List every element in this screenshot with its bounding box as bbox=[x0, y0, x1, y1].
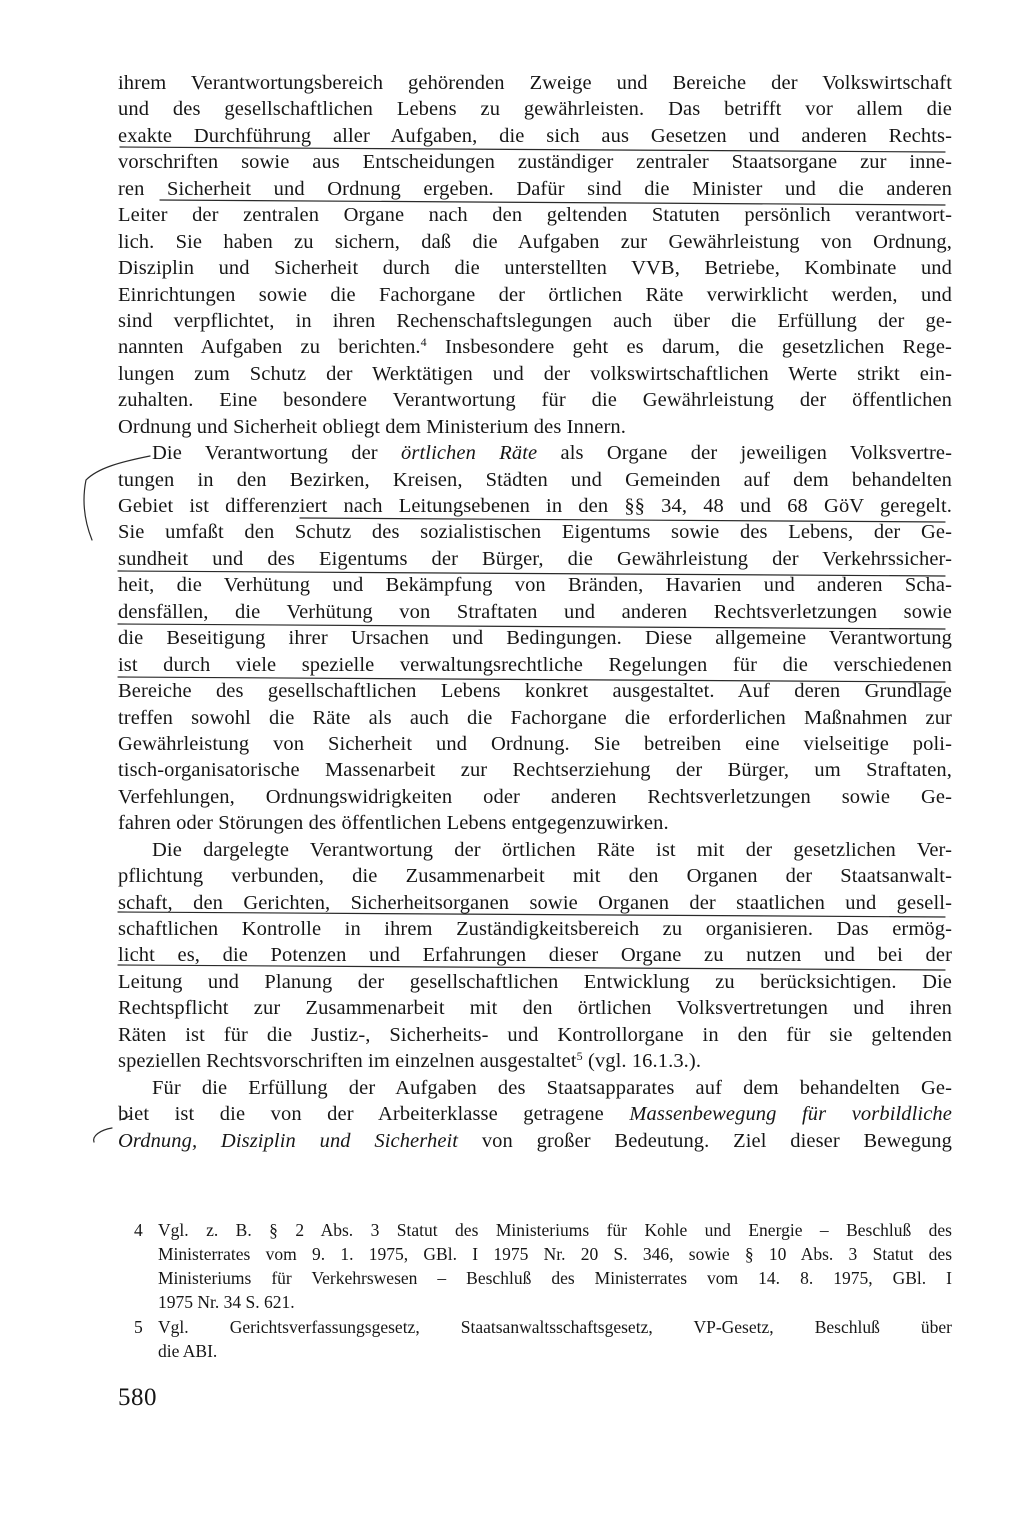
text-line: Sie umfaßt den Schutz des sozialistischen Eigentums sowie des Lebens, der Ge- bbox=[118, 521, 952, 544]
text-segment: (vgl. 16.1.3.). bbox=[582, 1050, 702, 1073]
text-line: fahren oder Störungen des öffentlichen Lebens entgegenzuwirken. bbox=[118, 812, 669, 835]
paragraph-1 bbox=[118, 70, 952, 440]
paragraph-3 bbox=[118, 837, 952, 1075]
emphasis: örtlichen Räte bbox=[401, 442, 538, 465]
text-line: lungen zum Schutz der Werktätigen und der volkswirtschaftlichen Werte strikt ein- bbox=[118, 362, 952, 385]
text-line: ren Sicherheit und Ordnung ergeben. Dafür sind die Minister und die anderen bbox=[118, 177, 952, 200]
text-line: Für die Erfüllung der Aufgaben des Staatsapparates auf dem behandelten Ge- bbox=[152, 1076, 952, 1099]
text-line: schaft, den Gerichten, Sicherheitsorganen sowie Organen der staatlichen und gesell- bbox=[118, 891, 952, 914]
text-line: densfällen, die Verhütung von Straftaten und anderen Rechtsverletzungen sowie bbox=[118, 600, 952, 623]
footnote-number: 4 bbox=[134, 1220, 143, 1240]
body-text bbox=[118, 70, 952, 1154]
footnote-line: Vgl. Gerichtsverfassungsgesetz, Staatsanwaltsschaftsgesetz, VP-Gesetz, Beschluß über bbox=[158, 1317, 952, 1337]
margin-check-mark bbox=[94, 1128, 112, 1142]
text-line: Verfehlungen, Ordnungswidrigkeiten oder anderen Rechtsverletzungen sowie Ge- bbox=[118, 785, 952, 808]
text-line: Bereiche des gesellschaftlichen Lebens konkret ausgestaltet. Auf deren Grundlage bbox=[118, 680, 952, 703]
footnote-ref-5: 5 bbox=[576, 1049, 583, 1064]
text-line bbox=[118, 1101, 952, 1127]
text-line bbox=[118, 1048, 952, 1074]
text-line: und des gesellschaftlichen Lebens zu gewährleisten. Das betrifft vor allem die bbox=[118, 98, 952, 121]
text-line: ihrem Verantwortungsbereich gehörenden Zweige und Bereiche der Volkswirtschaft bbox=[118, 72, 952, 94]
text-line: Gewährleistung von Sicherheit und Ordnung. Sie betreiben eine vielseitige poli- bbox=[118, 732, 952, 755]
text-line bbox=[118, 334, 952, 360]
text-line: sind verpflichtet, in ihren Rechenschaftslegungen auch über die Erfüllung der ge- bbox=[118, 309, 952, 332]
text-line: heit, die Verhütung und Bekämpfung von Bränden, Havarien und anderen Scha- bbox=[118, 574, 952, 597]
text-line: Disziplin und Sicherheit durch die unterstellten VVB, Betriebe, Kombinate und bbox=[118, 257, 952, 280]
text-segment: Die Verantwortung der bbox=[152, 442, 402, 465]
footnote-line: Ministerrates vom 9. 1. 1975, GBl. I 1975 Nr. 20 S. 346, sowie § 10 Abs. 3 Statut des bbox=[158, 1244, 952, 1264]
text-segment: Insbesondere geht es darum, die gesetzlichen Rege- bbox=[426, 336, 952, 359]
text-line: die Beseitigung ihrer Ursachen und Bedingungen. Diese allgemeine Verantwortung bbox=[118, 627, 952, 650]
text-segment: als Organe der jeweiligen Volksvertre- bbox=[537, 442, 953, 465]
text-line bbox=[118, 440, 952, 466]
footnote-4 bbox=[118, 1218, 952, 1314]
text-line: ist durch viele spezielle verwaltungsrechtliche Regelungen für die verschiedenen bbox=[118, 653, 952, 676]
footnote-line: 1975 Nr. 34 S. 621. bbox=[158, 1292, 295, 1312]
paragraph-4 bbox=[118, 1075, 952, 1154]
footnote-line: die ABI. bbox=[158, 1341, 218, 1361]
text-line: Einrichtungen sowie die Fachorgane der örtlichen Räte verwirklicht werden, und bbox=[118, 283, 952, 306]
text-segment: von großer Bedeutung. Ziel dieser Bewegung bbox=[458, 1129, 952, 1152]
footnote-number: 5 bbox=[134, 1317, 143, 1337]
text-line: Leitung und Planung der gesellschaftlichen Entwicklung zu berücksichtigen. Die bbox=[118, 970, 952, 993]
text-line: Räten ist für die Justiz-, Sicherheits- und Kontrollorgane in den für sie geltenden bbox=[118, 1023, 952, 1046]
text-line: sundheit und des Eigentums der Bürger, die Gewährleistung der Verkehrssicher- bbox=[118, 547, 952, 570]
footnote-5 bbox=[118, 1315, 952, 1363]
text-line: tungen in den Bezirken, Kreisen, Städten und Gemeinden auf dem behandelten bbox=[118, 468, 952, 491]
text-line: exakte Durchführung aller Aufgaben, die sich aus Gesetzen und anderen Rechts- bbox=[118, 124, 952, 147]
footnote-line: Ministeriums für Verkehrswesen – Beschluß des Ministerrates vom 14. 8. 1975, GBl. I bbox=[158, 1268, 952, 1288]
text-line: lich. Sie haben zu sichern, daß die Aufgaben zur Gewährleistung von Ordnung, bbox=[118, 230, 952, 253]
text-line: Rechtspflicht zur Zusammenarbeit mit den örtlichen Volksvertretungen und ihren bbox=[118, 997, 952, 1020]
text-line: pflichtung verbunden, die Zusammenarbeit mit den Organen der Staatsanwalt- bbox=[118, 865, 952, 888]
text-line bbox=[118, 1128, 952, 1154]
text-line: vorschriften sowie aus Entscheidungen zuständiger zentraler Staatsorgane zur inne- bbox=[118, 151, 952, 174]
text-line: Gebiet ist differenziert nach Leitungsebenen in den §§ 34, 48 und 68 GöV geregelt. bbox=[118, 495, 952, 517]
text-segment: nannten Aufgaben zu berichten. bbox=[118, 336, 421, 359]
emphasis: Ordnung, Disziplin und Sicherheit bbox=[118, 1129, 459, 1152]
footnote-ref-4: 4 bbox=[420, 335, 427, 350]
text-line: Leiter der zentralen Organe nach den geltenden Statuten persönlich verantwort- bbox=[118, 204, 952, 227]
text-segment: biet ist die von der Arbeiterklasse getragene bbox=[118, 1103, 630, 1126]
footnote-line: Vgl. z. B. § 2 Abs. 3 Statut des Ministeriums für Kohle und Energie – Beschluß des bbox=[158, 1220, 952, 1240]
paragraph-2 bbox=[118, 440, 952, 837]
text-line: zuhalten. Eine besondere Verantwortung für die Gewährleistung der öffentlichen bbox=[118, 389, 952, 412]
text-line: treffen sowohl die Räte als auch die Fachorgane die erforderlichen Maßnahmen zur bbox=[118, 706, 952, 729]
emphasis: Massenbewegung für vorbildliche bbox=[629, 1103, 952, 1126]
text-line: licht es, die Potenzen und Erfahrungen dieser Organe zu nutzen und bei der bbox=[118, 944, 952, 967]
text-line: Ordnung und Sicherheit obliegt dem Ministerium des Innern. bbox=[118, 415, 626, 438]
page-number: 580 bbox=[118, 1384, 157, 1411]
text-line: tisch-organisatorische Massenarbeit zur Rechtserziehung der Bürger, um Straftaten, bbox=[118, 759, 952, 782]
text-line: Die dargelegte Verantwortung der örtlichen Räte ist mit der gesetzlichen Ver- bbox=[152, 838, 952, 861]
footnotes bbox=[118, 1218, 952, 1363]
text-line: schaftlichen Kontrolle in ihrem Zuständigkeitsbereich zu organisieren. Das ermög- bbox=[118, 918, 952, 940]
text-segment: speziellen Rechtsvorschriften im einzelnen ausgestaltet bbox=[118, 1050, 577, 1073]
